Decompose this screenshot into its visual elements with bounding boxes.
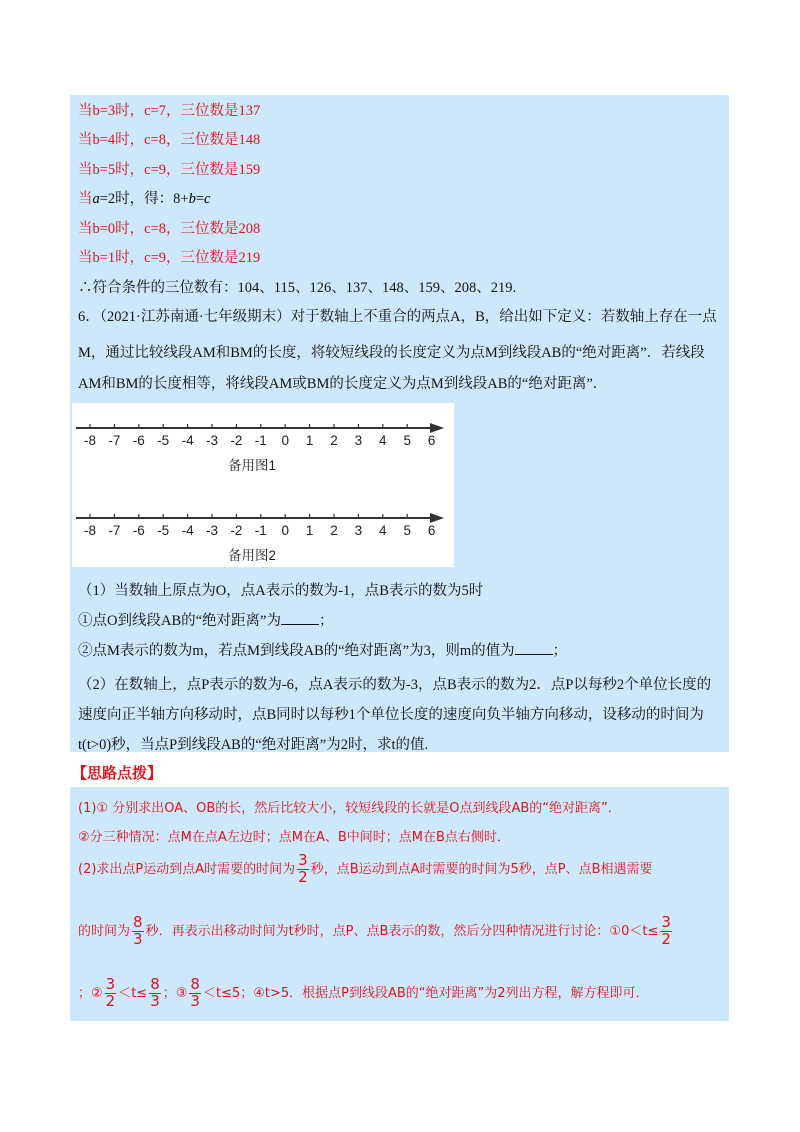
tick-label: -7: [108, 433, 121, 448]
tick-label: -4: [181, 523, 194, 538]
question-2-line-3: t(t>0)秒，当点P到线段AB的“绝对距离”为2时，求t的值.: [78, 737, 429, 753]
number-lines-svg: [72, 403, 454, 567]
conclusion: ∴符合条件的三位数有：104、115、126、137、148、159、208、219.: [78, 280, 517, 296]
tick-label: 1: [305, 433, 314, 448]
fraction: $\frac{8}{3}$: [190, 975, 200, 1010]
tick-label: 0: [281, 523, 289, 538]
tick-label: -5: [157, 433, 170, 448]
fraction: $\frac{3}{2}$: [661, 913, 671, 948]
hint-line-5: ；② $\frac{3}{2}$ ＜t≤ $\frac{8}{3}$ ；③ $\frac{8}{3}$ ＜t≤5；④t>5．根据点P到线段AB的“绝对距离”为2列出方程，解方程即可．: [78, 975, 649, 1010]
solution-line: 当b=4时，c=8，三位数是148: [78, 132, 261, 148]
question-2-line-2: 速度向正半轴方向移动时，点B同时以每秒1个单位长度的速度向负半轴方向移动，设移动的时间为: [78, 707, 704, 723]
fraction: $\frac{8}{3}$: [150, 975, 160, 1010]
question-1a: ①点O到线段AB的“绝对距离”为 ；: [78, 609, 334, 630]
tick-label: 3: [354, 433, 363, 448]
tick-label: -3: [205, 433, 219, 448]
problem-line-1: 6．（2021·江苏南通·七年级期末）对于数轴上不重合的两点A，B，给出如下定义：若数轴上存在一点: [78, 309, 717, 325]
problem-line-3: AM和BM的长度相等，将线段AM或BM的长度定义为点M到线段AB的“绝对距离”．: [78, 376, 608, 392]
hint-heading: 【思路点拨】: [72, 766, 163, 782]
fraction: $\frac{3}{2}$: [298, 851, 308, 886]
tick-label: -2: [230, 523, 243, 538]
tick-label: -1: [254, 433, 267, 448]
question-1b: ②点M表示的数为m，若点M到线段AB的“绝对距离”为3，则m的值为 ；: [78, 639, 567, 660]
solution-line: 当b=1时，c=9，三位数是219: [78, 250, 261, 266]
tick-label: -1: [254, 523, 267, 538]
tick-label: 2: [330, 433, 338, 448]
tick-label: -6: [132, 523, 145, 538]
tick-label: 2: [330, 523, 338, 538]
tick-label: -8: [83, 433, 97, 448]
tick-label: 6: [427, 433, 436, 448]
hint-line-4: 的时间为 $\frac{8}{3}$ 秒．再表示出移动时间为t秒时，点P、点B表示的数，然后分四种情况进行讨论：①0＜t≤ $\frac{3}{2}$: [78, 913, 671, 948]
problem-line-2: M，通过比较线段AM和BM的长度，将较短线段的长度定义为点M到线段AB的“绝对距离”．若线段: [78, 345, 705, 361]
tick-label: 6: [427, 523, 436, 538]
tick-label: -5: [157, 523, 170, 538]
tick-label: 5: [403, 523, 411, 538]
figure-caption-1: 备用图1: [227, 458, 277, 473]
tick-label: -3: [205, 523, 219, 538]
tick-label: 4: [379, 523, 387, 538]
hint-line-2: ②分三种情况：点M在点A左边时；点M在A、B中间时；点M在B点右侧时．: [78, 830, 510, 845]
tick-label: -7: [108, 523, 121, 538]
figure-caption-2: 备用图2: [227, 548, 277, 563]
answer-blank: [515, 640, 553, 655]
solution-line: 当b=3时，c=7，三位数是137: [78, 103, 261, 119]
tick-label: -8: [83, 523, 97, 538]
hint-line-3: (2)求出点P运动到点A时需要的时间为 $\frac{3}{2}$ 秒，点B运动到点A时需要的时间为5秒，点P、点B相遇需要: [78, 851, 653, 886]
tick-label: -4: [181, 433, 194, 448]
hint-block: [70, 787, 729, 1021]
solution-line: 当b=5时，c=9，三位数是159: [78, 162, 261, 178]
tick-label: -2: [230, 433, 243, 448]
hint-line-1: (1)① 分别求出OA、OB的长，然后比较大小，较短线段的长就是O点到线段AB的“绝对距离”．: [78, 801, 621, 816]
tick-label: -6: [132, 433, 145, 448]
solution-line: 当b=0时，c=8，三位数是208: [78, 221, 261, 237]
tick-label: 4: [379, 433, 387, 448]
tick-label: 1: [305, 523, 314, 538]
tick-label: 0: [281, 433, 289, 448]
tick-label: 5: [403, 433, 411, 448]
solution-line-a2: 当a=2时，得：8+b=c: [78, 191, 211, 207]
question-2-line-1: （2）在数轴上，点P表示的数为-6，点A表示的数为-3，点B表示的数为2．点P以每秒2个单位长度的: [78, 677, 712, 693]
answer-blank: [281, 610, 319, 625]
question-1: （1）当数轴上原点为O，点A表示的数为-1，点B表示的数为5时: [78, 583, 484, 599]
fraction: $\frac{3}{2}$: [105, 975, 116, 1010]
tick-label: 3: [354, 523, 363, 538]
number-line-figure: [72, 403, 454, 567]
fraction: $\frac{8}{3}$: [133, 913, 143, 948]
